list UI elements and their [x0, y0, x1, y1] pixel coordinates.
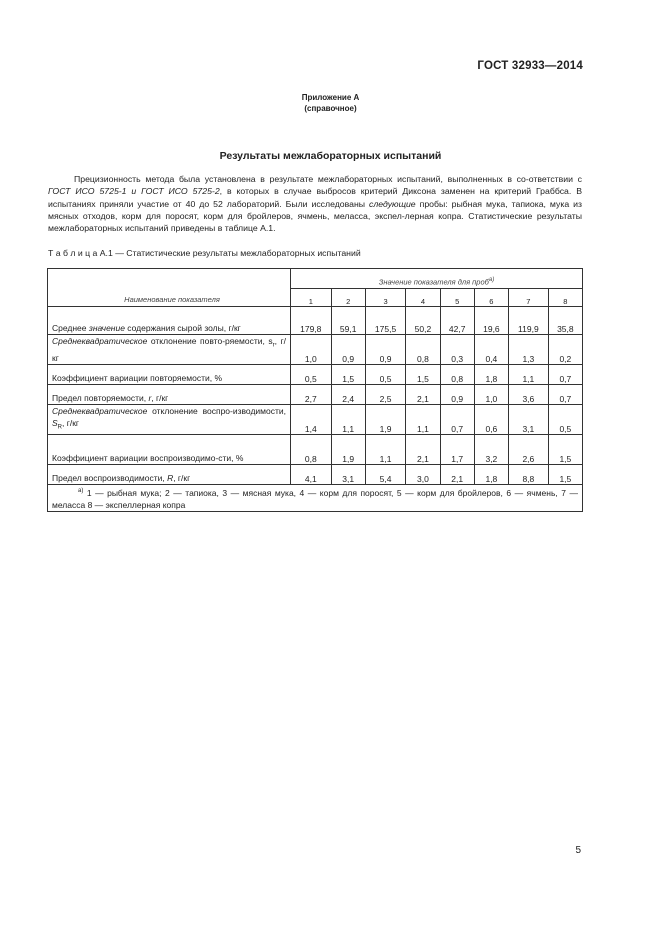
table-cell: 3,6	[509, 385, 549, 405]
table-cell: 0,5	[365, 365, 406, 385]
table-cell: 1,1	[365, 435, 406, 465]
annex-type: (справочное)	[304, 104, 357, 113]
table-cell: 0,7	[548, 385, 582, 405]
table-cell: 0,4	[474, 335, 508, 365]
row-label: Среднеквадратическое отклонение воспро-изводимости, $S_R$, г/кг	[48, 405, 291, 435]
intro-paragraph: Прецизионность метода была установлена в результате межлабораторных испытаний, выполненных в со-ответствии с ГОСТ ИСО 5725-1 и ГОСТ ИСО 5725-2, в которых в случае выбросов критерий Диксона заменен на критерий Граббса. В испытаниях приняли участие от 40 до 52 лабораторий. Были исследованы следующие пробы: рыбная мука, тапиока, мука из мясных отходов, корм для поросят, корм для бройлеров, ячмень, меласса, экспел-лерная копра. Статистические результаты межлабораторных испытаний приведены в таблице А.1.	[48, 174, 582, 234]
table-cell: 3,1	[331, 465, 365, 485]
row-label: Предел повторяемости, r, г/кг	[48, 385, 291, 405]
sample-number: 1	[291, 289, 332, 307]
table-cell: 0,8	[406, 335, 440, 365]
table-cell: 1,3	[509, 335, 549, 365]
table-cell: 0,3	[440, 335, 474, 365]
table-cell: 5,4	[365, 465, 406, 485]
table-cell: 1,8	[474, 465, 508, 485]
sample-number: 7	[509, 289, 549, 307]
table-cell: 0,7	[440, 405, 474, 435]
table-cell: 1,5	[548, 465, 582, 485]
table-row	[48, 335, 583, 365]
row-label: Среднее значение содержания сырой золы, г/кг	[48, 307, 291, 335]
table-cell: 2,6	[509, 435, 549, 465]
sample-number: 2	[331, 289, 365, 307]
table-cell: 42,7	[440, 307, 474, 335]
table-cell: 59,1	[331, 307, 365, 335]
table-cell: 0,9	[331, 335, 365, 365]
standard-code: ГОСТ 32933—2014	[477, 60, 583, 72]
table-cell: 1,1	[331, 405, 365, 435]
table-cell: 179,8	[291, 307, 332, 335]
table-cell: 1,0	[291, 335, 332, 365]
results-table	[47, 268, 583, 512]
sample-number: 8	[548, 289, 582, 307]
table-cell: 8,8	[509, 465, 549, 485]
table-cell: 0,8	[291, 435, 332, 465]
annex-title: Приложение А	[301, 93, 360, 102]
table-cell: 0,8	[440, 365, 474, 385]
sample-number: 3	[365, 289, 406, 307]
table-cell: 2,7	[291, 385, 332, 405]
column-header-value: Значение показателя для проб$^{а)}$	[291, 269, 583, 289]
table-cell: 175,5	[365, 307, 406, 335]
table-cell: 2,1	[406, 385, 440, 405]
table-cell: 2,4	[331, 385, 365, 405]
table-cell: 0,6	[474, 405, 508, 435]
table-cell: 1,5	[406, 365, 440, 385]
table-cell: 1,0	[474, 385, 508, 405]
table-row	[48, 435, 583, 465]
page-number: 5	[575, 845, 581, 856]
row-label: Предел воспроизводимости, R, г/кг	[48, 465, 291, 485]
table-cell: 0,5	[548, 405, 582, 435]
table-caption: Т а б л и ц а А.1 — Статистические результаты межлабораторных испытаний	[48, 248, 361, 258]
table-cell: 119,9	[509, 307, 549, 335]
table-cell: 1,5	[331, 365, 365, 385]
row-label: Среднеквадратическое отклонение повто-ряемости, $s_r$, г/кг	[48, 335, 291, 365]
sample-number: 4	[406, 289, 440, 307]
table-cell: 0,9	[440, 385, 474, 405]
row-label: Коэффициент вариации повторяемости, %	[48, 365, 291, 385]
table-cell: 0,2	[548, 335, 582, 365]
table-cell: 35,8	[548, 307, 582, 335]
table-cell: 2,1	[440, 465, 474, 485]
table-cell: 1,9	[365, 405, 406, 435]
table-cell: 1,9	[331, 435, 365, 465]
sample-number: 6	[474, 289, 508, 307]
table-cell: 3,0	[406, 465, 440, 485]
table-cell: 2,1	[406, 435, 440, 465]
table-cell: 2,5	[365, 385, 406, 405]
table-row	[48, 307, 583, 335]
table-cell: 0,5	[291, 365, 332, 385]
table-cell: 1,1	[406, 405, 440, 435]
row-label: Коэффициент вариации воспроизводимо-сти, %	[48, 435, 291, 465]
table-cell: 3,1	[509, 405, 549, 435]
column-header-name: Наименование показателя	[48, 269, 291, 307]
table-cell: 3,2	[474, 435, 508, 465]
table-cell: 1,1	[509, 365, 549, 385]
table-row	[48, 465, 583, 485]
table-footnote: $^{а)}$ 1 — рыбная мука; 2 — тапиока, 3 — мясная мука, 4 — корм для поросят, 5 — корм для бройлеров, 6 — ячмень, 7 — меласса 8 — экспеллерная копра	[48, 485, 583, 512]
table-cell: 4,1	[291, 465, 332, 485]
table-row	[48, 405, 583, 435]
table-row	[48, 365, 583, 385]
table-cell: 0,7	[548, 365, 582, 385]
sample-number: 5	[440, 289, 474, 307]
table-row	[48, 385, 583, 405]
table-cell: 19,6	[474, 307, 508, 335]
table-cell: 1,4	[291, 405, 332, 435]
table-cell: 1,5	[548, 435, 582, 465]
table-cell: 1,8	[474, 365, 508, 385]
section-title: Результаты межлабораторных испытаний	[219, 150, 442, 162]
table-cell: 0,9	[365, 335, 406, 365]
table-cell: 1,7	[440, 435, 474, 465]
table-cell: 50,2	[406, 307, 440, 335]
